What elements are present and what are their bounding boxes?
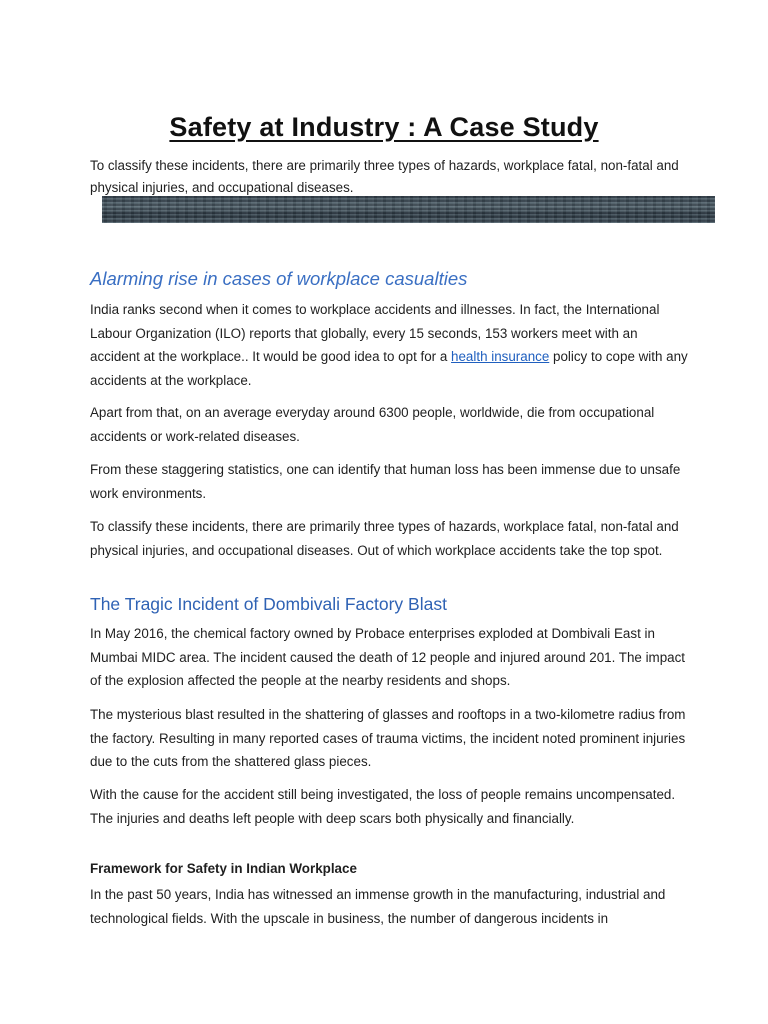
intro-paragraph: To classify these incidents, there are primarily three types of hazards, workplace fatal, non-fatal and physical injuries, and occupational diseases. xyxy=(90,158,679,195)
paragraph-text: India ranks second when it comes to workplace accidents and illnesses. In fact, the International Labour Organization (ILO) reports that globally, every 15 seconds, 153 workers meet with an accident at the workplace.. It would be good idea to opt for a xyxy=(90,302,660,364)
section3-paragraph-1: In the past 50 years, India has witnessed an immense growth in the manufacturing, industrial and technological fields. With the upscale in business, the number of dangerous incidents in xyxy=(90,887,666,926)
section2-paragraph-2: The mysterious blast resulted in the shattering of glasses and rooftops in a two-kilometre radius from the factory. Resulting in many reported cases of trauma victims, the incident noted prominent injuries due to the cuts from the shattered glass pieces. xyxy=(90,707,686,769)
banner-image xyxy=(102,196,715,223)
section1-heading: Alarming rise in cases of workplace casualties xyxy=(90,268,468,289)
section2-paragraph-1: In May 2016, the chemical factory owned by Probace enterprises exploded at Dombivali East in Mumbai MIDC area. The incident caused the death of 12 people and injured around 201. The impact of the explosion affected the people at the nearby residents and shops. xyxy=(90,626,686,688)
section1-paragraph-2: Apart from that, on an average everyday around 6300 people, worldwide, die from occupational accidents or work-related diseases. xyxy=(90,405,655,444)
section1-paragraph-4: To classify these incidents, there are primarily three types of hazards, workplace fatal, non-fatal and physical injuries, and occupational diseases. Out of which workplace accidents take the top spot. xyxy=(90,519,679,558)
health-insurance-link[interactable]: health insurance xyxy=(451,349,550,364)
section1-paragraph-3: From these staggering statistics, one can identify that human loss has been immense due to unsafe work environments. xyxy=(90,462,681,501)
section2-paragraph-3: With the cause for the accident still being investigated, the loss of people remains uncompensated. The injuries and deaths left people with deep scars both physically and financially. xyxy=(90,787,676,826)
section3-heading: Framework for Safety in Indian Workplace xyxy=(90,861,357,876)
section1-paragraph-1 xyxy=(90,298,690,392)
document-title: Safety at Industry : A Case Study xyxy=(169,112,599,142)
paragraph-text: policy to cope with any accidents at the workplace. xyxy=(90,349,688,388)
section2-heading: The Tragic Incident of Dombivali Factory Blast xyxy=(90,594,447,614)
